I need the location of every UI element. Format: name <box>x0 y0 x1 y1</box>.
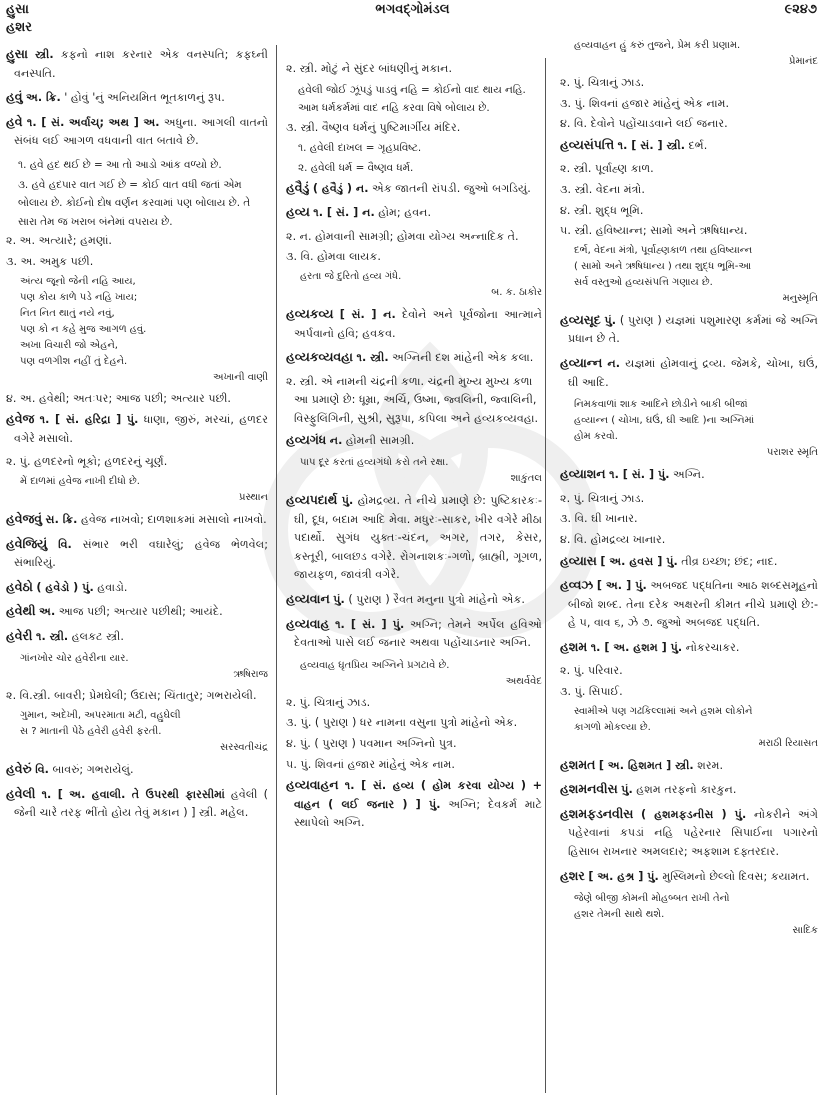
grammar-label: ૧. [ સં. ] પું. <box>335 617 405 631</box>
definition-text: અગ્નિ. <box>673 468 705 482</box>
grammar-label: ૧. [ સં. હવ્ય ( હોમ કરવા યોગ્ય ) + વાહન ( લઈ જનાર ) ] પું. <box>294 779 542 811</box>
dictionary-entry <box>6 113 268 151</box>
citation-block <box>560 704 818 752</box>
sense-definition: ૩. સ્ત્રી. વેદના મંત્રો. <box>560 182 645 196</box>
headword: હવેરું <box>6 761 32 777</box>
definition-text: ધાણા, જીરું, મરચાં, હળદર વગેરે મસાલો. <box>14 413 268 445</box>
sense-definition: ૫. પું. શિવનાં હજાર માંહેનું એક નામ. <box>286 757 455 771</box>
grammar-label: ૧. [ સં. ] સ્ત્રી. <box>617 138 685 152</box>
citation-source: શાકુંતલ <box>510 473 542 485</box>
dictionary-entry <box>560 780 818 800</box>
idiom-usage: ૨. હવેલી ધર્મ = વૈષ્ણવ ધર્મ. <box>298 161 414 174</box>
sense-definition: ૪. સ્ત્રી. શુદ્ધ ભૂમિ. <box>560 203 644 217</box>
headword: હવ્યપદાર્થ <box>286 492 338 508</box>
definition-text: એક જાતની રાંપડી. જુઓ બગડિયું. <box>372 181 531 195</box>
definition-text: હોમદ્રવ્ય. તે નીચે પ્રમાણે છે: પુષ્ટિકારકઃ-ઘી, દૂધ, બદામ આદિ મેવા. મધુરઃ-સાકર, ખીર વગેરે મીઠા પદાર્થો. સુગંધ યુક્તઃ-ચંદન, અગર, તગર, કેસર, કસ્તૂરી, બાલછડ વગેરે. રોગનાશકઃ-ગળો, બ્રાહ્મી, ગૂગળ, જાયફળ, જાવંત્રી વગેરે. <box>294 494 542 582</box>
definition-text: આજ પછી; અત્યાર પછીથી; આયંદે. <box>58 605 223 619</box>
citation-line: સ્વામીએ પણ ગઢકિલ્લામાં અને હશમ લોકોને <box>574 705 753 717</box>
sense-definition: ૪. પું. ( પુરાણ ) પવમાન અગ્નિનો પુત્ર. <box>286 737 457 751</box>
citation-source: સરસ્વતીચંદ્ર <box>220 742 268 754</box>
dictionary-entry <box>286 348 542 368</box>
headword: હવૈડું <box>286 179 310 195</box>
definition-text: દર્ભ. <box>688 138 708 152</box>
grammar-label: ૧. [ અ. હવાલી. તે ઉપરથી ફારસીમાં <box>41 787 225 801</box>
citation-source: મરાઠી રિયાસત <box>758 737 818 749</box>
definition-text: અગ્નિ; તેમને અર્પેલ હવિઓ દેવતાઓ પાસે લઈ જનાર અથવા પહોંચાડનાર અગ્નિ. <box>294 617 542 650</box>
dictionary-entry <box>560 756 818 776</box>
headword: હવ્યકવ્ય <box>286 305 334 321</box>
idiom-usage: ૩. હવે હદપાર વાત ગઈ છે = કોઈ વાત વધી જતાં એમ બોલાય છે. કોઈનો દોષ વર્ણન કરવામાં પણ બોલાય છે. તે સારા તેમ જ ખરાબ બંનેમાં વપરાય છે. <box>18 178 251 228</box>
citation-source: ઋષિરાજ <box>233 669 268 681</box>
citation-line: સર્વ વસ્તુઓ હવ્યસંપત્તિ ગણાય છે. <box>574 276 713 288</box>
dictionary-entry <box>286 203 542 223</box>
sense-definition: ૨. સ્ત્રી. પૂર્વાહ્ણ કાળ. <box>560 162 654 176</box>
sense-definition: ૩. પું. સિપાઈ. <box>560 685 623 699</box>
sense-definition: ૪. વિ. દેવોને પહોંચાડવાને લઈ જનાર. <box>560 117 728 131</box>
page-header <box>0 0 825 22</box>
column-left <box>6 45 268 828</box>
citation-line: કાગળો મોકલ્યા છે. <box>574 721 651 733</box>
citation-line: નિત નિત થાતું નયે નવું, <box>20 307 115 319</box>
dictionary-entry <box>6 785 268 823</box>
sense-definition: ૩. વિ. ઘી ખાનાર. <box>560 512 638 526</box>
sense-definition: ૨. પું. ચિત્રાનું ઝાડ. <box>560 76 645 89</box>
definition-text: બાવરું; ગભરાયેલું. <box>52 763 134 777</box>
grammar-label: પું. <box>333 593 345 607</box>
book-title: ભગવદ્ગોમંડલ <box>375 2 450 17</box>
definition-text: સંભાર ભરી વઘારેલું; હવેજ ભેળવેલ; સંભારિયું. <box>14 537 268 570</box>
idiom-usage: હવેલી જોઈ ઝૂંપડું પાડવું નહિ = કોઈનો વાદ થાય નહિ. આમ ધર્મકર્મમાં વાદ નહિ કરવા વિષે બોલાય છે. <box>298 83 526 115</box>
headword: હવ્યસંપત્તિ <box>560 136 615 152</box>
sense-definition: ૨. પું. હળદરનો ભૂકો; હળદરનું ચૂર્ણ. <box>6 455 168 469</box>
dictionary-entry <box>286 491 542 585</box>
headword: હુસા <box>6 46 28 61</box>
grammar-label: અ. <box>39 605 56 619</box>
definition-text: હોમ; હવન. <box>378 206 432 220</box>
definition-text: તીવ્ર ઇચ્છા; છંદ; નાદ. <box>681 554 778 568</box>
headword: હવેરી <box>6 627 33 643</box>
definition-text: કફનો નાશ કરનાર એક વનસ્પતિ; કફઘ્ની વનસ્પતિ. <box>14 48 268 80</box>
sense-definition: ૨. ન. હોમવાની સામગ્રી; હોમવા યોગ્ય અન્નાદિક તે. <box>286 229 519 243</box>
citation-block <box>6 274 268 386</box>
citation-source: બ. ક. ઠાકોર <box>491 286 542 298</box>
citation-line: પણ વળગીશ નહીં તું દેહને. <box>20 355 128 367</box>
citation-source: અખાની વાણી <box>213 371 268 383</box>
dictionary-entry <box>6 760 268 780</box>
citation-line: મેં દાળમાં હવેજ નાખી દીધો છે. <box>20 475 140 487</box>
dictionary-entry <box>6 45 268 83</box>
column-middle <box>286 60 542 838</box>
grammar-label: અ. ક્રિ. <box>26 91 61 105</box>
citation-line: સ ? માતાની પેઠે હવેરી હવેરી ફરતી. <box>20 726 162 738</box>
definition-text: હોમની સામગ્રી. <box>345 433 415 447</box>
sense-definition: ૩. પું. ( પુરાણ ) ધર નામના વસુના પુત્રો માંહેનો એક. <box>286 716 518 730</box>
headword: હવેલી <box>6 785 36 801</box>
citation-block <box>560 397 818 461</box>
citation-line: ગુમાન, અદેખી, અપરમાતા મટી, વહુઘેલી <box>20 710 181 722</box>
grammar-label: [ સં. ] ન. <box>339 307 396 321</box>
headword: હવ્યકવ્યવહા <box>286 349 353 365</box>
definition-text: યજ્ઞમાં હોમવાનું દ્રવ્ય. જેમકે, ચોખા, ઘઉં, ઘી આદિ. <box>568 356 819 389</box>
definition-text: હવેજ નાખવો; દાળશાકમાં મસાલો નાખવો. <box>81 512 267 526</box>
headword: હશમનવીસ <box>560 781 618 797</box>
headword: હવેજ <box>6 411 35 427</box>
headword: હવેજિયું <box>6 535 48 551</box>
definition-text: હવાડો. <box>97 580 128 594</box>
grammar-label: ૧. [ સં. અર્વાચ્; અથ ] અ. <box>26 115 160 129</box>
citation-line: અંત્ય જૂનો જેની નહિ આય, <box>20 275 136 287</box>
citation-line: નિમકવાળાં શાક આદિને છોડીને બાકી બીજાં <box>574 399 748 411</box>
dictionary-entry <box>286 431 542 451</box>
dictionary-entry <box>286 590 542 610</box>
definition-text: ( પુરાણ ) યજ્ઞમાં પશુમારણ કર્મમાં જે અગ્નિ પ્રધાન છે તે. <box>568 313 819 346</box>
grammar-label: [ અ. હશ્ર ] પું. <box>588 869 659 883</box>
citation-source: પ્રસ્થાન <box>238 491 268 503</box>
definition-text: નોકરીને અંગે પહેરવાનાં કપડાં નહિ પહેરનાર સિપાઈના પગારનો હિસાબ રાખનાર અમલદાર; અફશામ દફ્તરદાર. <box>568 807 818 859</box>
definition-text: અબજદ પદ્ધતિના આઠ શબ્દસમૂહનો બીજો શબ્દ. તેના દરેક અક્ષરની કીમત નીચે પ્રમાણે છે:-હે ૫, વાવ ૬, ઝે ૭. જુઓ અબજદ પદ્ધતિ. <box>568 579 818 630</box>
headword: હવ્યસૂદ <box>560 311 601 327</box>
sense-definition: ૨. પું. ચિત્રાનું ઝાડ. <box>560 491 645 505</box>
dictionary-entry <box>560 638 818 658</box>
grammar-label: ૧. સ્ત્રી. <box>356 351 389 365</box>
definition-text: હલકટ સ્ત્રી. <box>71 629 124 643</box>
sense-definition: ૫. સ્ત્રી. હવિષ્યાન્ન; સામો અને ઋષિધાન્ય. <box>560 224 748 238</box>
dictionary-entry <box>286 615 542 653</box>
headword: હવેજવું <box>6 510 42 526</box>
definition-text: હવેલી ( જેની ચારે તરફ ભીંતો હોય તેવું મકાન ) ] સ્ત્રી. મહેલ. <box>14 787 268 820</box>
citation-line: હોમ કરવો. <box>574 431 618 443</box>
headword: હવ્યવાન <box>286 591 330 607</box>
citation-block <box>560 38 818 70</box>
sense-definition: ૨. વિ.સ્ત્રી. બાવરી; પ્રેમઘેલી; ઉદાસ; ચિંતાતુર; ગભરાયેલી. <box>6 689 257 703</box>
citation-line: હવ્યવાહ ઘૃતપ્રિય અગ્નિને પ્રગટાવે છે. <box>300 659 450 671</box>
grammar-label: પું. <box>604 313 617 327</box>
headword: હશમ <box>560 638 588 654</box>
definition-text: હશમ તરફનો કારકુન. <box>636 783 737 797</box>
headword: હવું <box>6 89 23 105</box>
citation-line: પાપ દૂર કરતાં હવ્યગંધો કરો તને રક્ષા. <box>300 457 449 469</box>
headword: હવેથી <box>6 603 36 619</box>
grammar-label: ૧. [ અ. હશમ ] પું. <box>590 640 683 654</box>
citation-line: હવ્યવાહન હું કરું તુજને, પ્રેમ કરી પ્રણામ. <box>574 40 741 51</box>
dictionary-entry <box>6 510 268 530</box>
citation-line: પણ કો ન કહે મુજ આગળ હવું. <box>20 323 147 335</box>
grammar-label: [ અ. ] પું. <box>596 579 647 593</box>
dictionary-entry <box>6 410 268 448</box>
headword: હશમત <box>560 756 596 772</box>
grammar-label: પું. <box>341 494 354 508</box>
dictionary-entry <box>560 805 818 862</box>
definition-text: નોકરચાકર. <box>685 640 740 654</box>
sense-definition: ૪. વિ. હોમદ્રવ્ય ખાનાર. <box>560 532 666 546</box>
column-divider <box>276 45 277 1095</box>
sense-definition: ૨. પું. પરિવાર. <box>560 664 623 678</box>
grammar-label: ( હશમફડનીસ ) પું. <box>641 807 747 821</box>
grammar-label: ન. <box>607 356 620 370</box>
column-right <box>560 38 818 943</box>
headword: હવ્યવાહ <box>286 615 330 631</box>
citation-block <box>286 455 542 487</box>
sense-definition: ૨. સ્ત્રી. મોટું ને સુંદર બાંધણીનું મકાન. <box>286 62 453 75</box>
headword: હવ્યાન્ન <box>560 354 603 370</box>
headword: હવેઠો <box>6 578 33 594</box>
grammar-label: [ અ. હિશમત ] સ્ત્રી. <box>598 758 694 772</box>
citation-source: પરાશર સ્મૃતિ <box>766 447 818 459</box>
column-divider <box>545 58 546 1093</box>
citation-line: હશર તેમની સાથે થશે. <box>574 909 665 921</box>
idiom-usage: ૧. હવે હદ થઈ છે = આ તો આડો આંક વળ્યો છે. <box>18 158 222 171</box>
sense-definition: ૩. અ. અમુક પછી. <box>6 254 94 268</box>
citation-line: હવ્યાન્ન ( ચોખા, ઘઉં, ઘી આદિ )ના અગ્નિમાં <box>574 415 755 427</box>
citation-block <box>6 708 268 756</box>
headword: હવે <box>6 113 23 129</box>
citation-block <box>286 658 542 690</box>
grammar-label: સ. ક્રિ. <box>45 512 78 526</box>
headword: હશર <box>560 867 585 883</box>
sense-definition: ૩. સ્ત્રી. વૈષ્ણવ ધર્મનું પુષ્ટિમાર્ગીય મંદિર. <box>286 120 461 134</box>
dictionary-entry <box>6 535 268 573</box>
definition-text: ' હોવું 'નું અનિયમિત ભૂતકાળનું રૂપ. <box>64 91 225 105</box>
idiom-usage: ૧. હવેલી દાખલ = ગૃહપ્રવિષ્ટ. <box>298 142 422 155</box>
grammar-label: સ્ત્રી. <box>35 48 54 61</box>
guide-word-last: હશર <box>6 20 32 35</box>
grammar-label: ૧. [ સં. હરિદ્રા ] પું. <box>39 413 139 427</box>
citation-block <box>286 269 542 301</box>
dictionary-entry <box>560 465 818 485</box>
grammar-label: પું. <box>621 783 633 797</box>
grammar-label: ન. <box>329 433 343 447</box>
definition-text: અધુના. આગલી વાતનો સંબંધ લઈ આગળ વધવાની વાત બતાવે છે. <box>14 115 269 148</box>
grammar-label: ( હવૈડું ) ન. <box>312 181 369 195</box>
dictionary-entry <box>286 776 542 833</box>
headword: હવ્યવાહન <box>286 777 339 793</box>
page-number: ૯૨૪૭ <box>784 2 817 17</box>
citation-source: મનુસ્મૃતિ <box>782 292 818 304</box>
sense-definition: ૨. સ્ત્રી. એ નામની ચંદ્રની કળા. ચંદ્રની મુખ્ય મુખ્ય કળા આ પ્રમાણે છે: ધૂમ્રા, અર્ચિ, ઉષ્મા, જ્વલિની, જ્વાલિની, વિસ્ફુલિંગિની, સુશ્રી, સુરૂપા, કપિલા અને હવ્યકવ્યવહા. <box>286 374 539 425</box>
dictionary-entry <box>560 311 818 349</box>
citation-line: જેણે બીજી કોમની મોહબ્બત રાખી તેનો <box>574 893 730 905</box>
headword: હવ્યાસ <box>560 552 597 568</box>
citation-line: દર્ભ, વેદના મંત્રો, પૂર્વાહ્ણકાળ તથા હવિષ્યાન્ન <box>574 244 753 256</box>
sense-definition: ૪. અ. હવેથી; અતઃપર; આજ પછી; અત્યાર પછી. <box>6 391 231 405</box>
citation-block <box>560 243 818 307</box>
grammar-label: ૧. [ સં. ] પું. <box>609 468 670 482</box>
headword: હવ્ય <box>286 204 310 220</box>
dictionary-entry <box>286 179 542 199</box>
grammar-label: વિ. <box>35 763 49 777</box>
guide-word-first: હુસા <box>6 2 29 17</box>
citation-block <box>6 474 268 506</box>
dictionary-entry <box>6 602 268 622</box>
citation-block <box>6 651 268 683</box>
citation-line: હરતા જે દુરિતો હવ્ય ગંધે. <box>300 270 402 282</box>
citation-block <box>560 891 818 939</box>
definition-text: મુસ્લિમનો છેલ્લો દિવસ; કયામત. <box>662 869 810 883</box>
headword: હવ્યાશન <box>560 466 606 482</box>
sense-definition: ૨. પું. ચિત્રાનું ઝાડ. <box>286 695 371 709</box>
dictionary-entry <box>560 136 818 156</box>
definition-text: શરમ. <box>697 758 724 772</box>
grammar-label: [ અ. હવસ ] પું. <box>600 554 678 568</box>
sense-definition: ૨. અ. અત્યારે; હમણાં. <box>6 234 112 248</box>
citation-line: ગાંનખોર ચોર હવેરીના યાર. <box>20 653 129 665</box>
definition-text: ( પુરાણ ) રૈવત મનુના પુત્રો માંહેનો એક. <box>348 593 525 607</box>
citation-source: પ્રેમાનંદ <box>788 56 818 67</box>
citation-line: ( સામો અને ઋષિધાન્ય ) તથા શુદ્ધ ભૂમિ-આ <box>574 260 752 272</box>
headword: હવ્વઝ <box>560 577 594 593</box>
headword: હશમફડનવીસ <box>560 805 634 821</box>
dictionary-entry <box>560 867 818 887</box>
citation-line: અખા વિચારી જો એહને, <box>20 339 118 351</box>
dictionary-entry <box>560 552 818 572</box>
citation-source: સાદિક <box>792 925 818 937</box>
citation-line: પણ કોય કાળે પડે નહિ ખાય; <box>20 291 138 303</box>
dictionary-entry <box>6 578 268 598</box>
definition-text: અગ્નિ; દેવકર્મ માટે સ્થાપેલો અગ્નિ. <box>294 797 543 830</box>
grammar-label: ૧. સ્ત્રી. <box>36 629 69 643</box>
grammar-label: ૧. [ સં. ] ન. <box>313 206 375 220</box>
grammar-label: ( હવેડો ) પું. <box>36 580 94 594</box>
dictionary-entry <box>560 576 818 633</box>
dictionary-entry <box>560 354 818 392</box>
dictionary-entry <box>6 88 268 108</box>
sense-definition: ૩. વિ. હોમવા લાયક. <box>286 250 381 264</box>
citation-source: અથર્વવેદ <box>505 675 542 687</box>
grammar-label: વિ. <box>58 537 72 551</box>
headword: હવ્યગંધ <box>286 431 327 447</box>
dictionary-entry <box>6 627 268 647</box>
definition-text: દેવોને અને પૂર્વજોના આત્માને અર્પવાનો હવિ; હવકવ. <box>294 307 543 340</box>
dictionary-entry <box>286 305 542 343</box>
definition-text: અગ્નિની દશ માંહેની એક કલા. <box>392 351 534 365</box>
sense-definition: ૩. પું. શિવનાં હજાર માંહેનું એક નામ. <box>560 96 730 110</box>
